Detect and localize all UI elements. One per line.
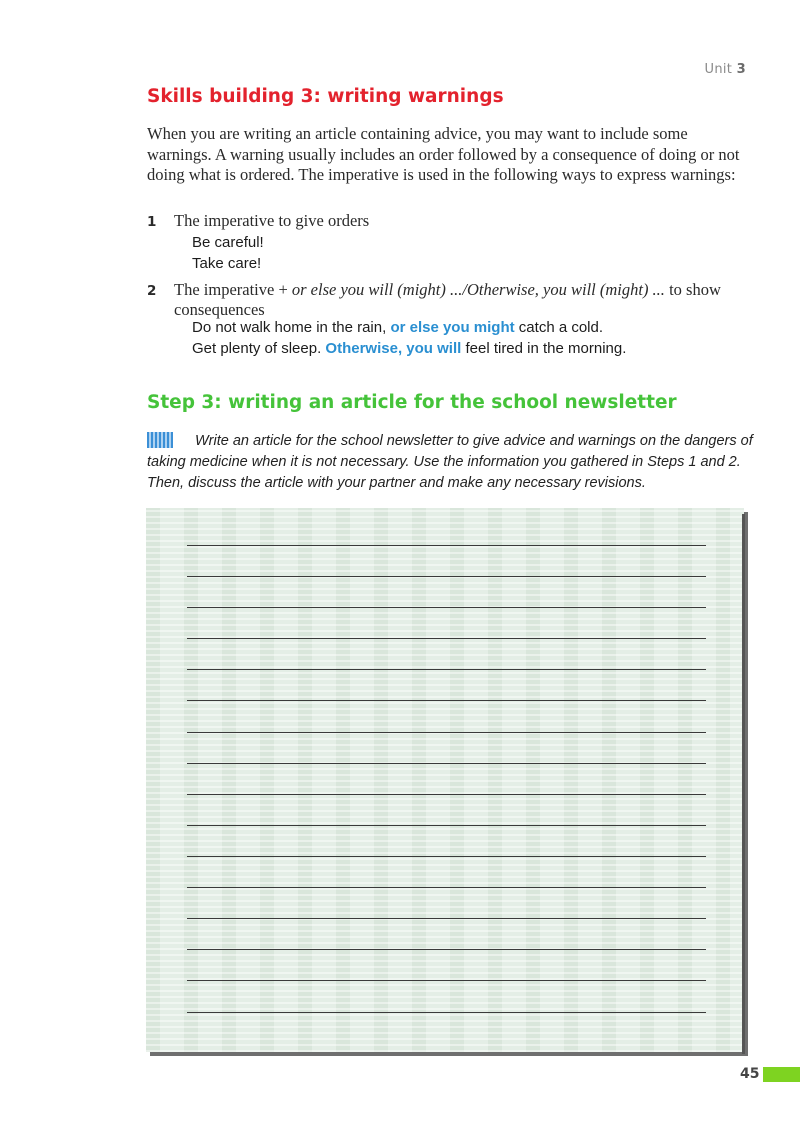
writing-line — [187, 825, 706, 826]
writing-line — [187, 700, 706, 701]
writing-line — [187, 607, 706, 608]
example-sleep-before: Get plenty of sleep. — [192, 340, 326, 357]
writing-line — [187, 545, 706, 546]
example-rain — [192, 319, 603, 336]
writing-line — [187, 918, 706, 919]
example-be-careful: Be careful! — [192, 234, 264, 251]
page-number: 45 — [740, 1066, 760, 1082]
item-2-text — [174, 280, 754, 320]
writing-line — [187, 1012, 706, 1013]
item-2-text-start: The imperative + — [174, 280, 292, 299]
writing-line — [187, 669, 706, 670]
writing-line — [187, 638, 706, 639]
skills-heading: Skills building 3: writing warnings — [147, 86, 504, 107]
example-sleep — [192, 340, 626, 357]
unit-number: 3 — [736, 62, 746, 77]
writing-line — [187, 856, 706, 857]
item-1-text: The imperative to give orders — [174, 211, 370, 230]
example-sleep-highlight: Otherwise, you will — [325, 340, 462, 357]
item-2-text-end: to show — [664, 280, 721, 299]
unit-word: Unit — [704, 62, 733, 77]
writing-area[interactable] — [146, 508, 744, 1052]
writing-line — [187, 949, 706, 950]
item-1-number: 1 — [147, 214, 157, 230]
unit-label — [705, 62, 746, 77]
example-take-care: Take care! — [192, 255, 262, 272]
writing-line — [187, 980, 706, 981]
writing-line — [187, 732, 706, 733]
writing-line — [187, 794, 706, 795]
intro-paragraph: When you are writing an article containing advice, you may want to include some warnings. A warning usually includes an order followed by a consequence of doing or not doing what is ordered. The imperative is used in the following ways to express warnings: — [147, 124, 740, 184]
writing-area-edge — [742, 514, 745, 1054]
item-2-text-line2: consequences — [174, 300, 265, 319]
item-2-text-italic: or else you will (might) .../Otherwise, you will (might) ... — [291, 280, 665, 299]
task-instructions: Write an article for the school newsletter to give advice and warnings on the dangers of taking medicine when it is not necessary. Use the information you gathered in Steps 1 and 2. Then, discuss the article with your partner and make any necessary revisions. — [147, 433, 753, 491]
example-rain-after: catch a cold. — [514, 319, 604, 336]
writing-line — [187, 763, 706, 764]
writing-line — [187, 576, 706, 577]
example-sleep-after: feel tired in the morning. — [461, 340, 627, 357]
example-rain-highlight: or else you might — [390, 319, 515, 336]
example-rain-before: Do not walk home in the rain, — [192, 319, 391, 336]
writing-line — [187, 887, 706, 888]
page-number-bar — [763, 1067, 800, 1082]
item-2-number: 2 — [147, 283, 157, 299]
step-heading: Step 3: writing an article for the school newsletter — [147, 392, 677, 413]
